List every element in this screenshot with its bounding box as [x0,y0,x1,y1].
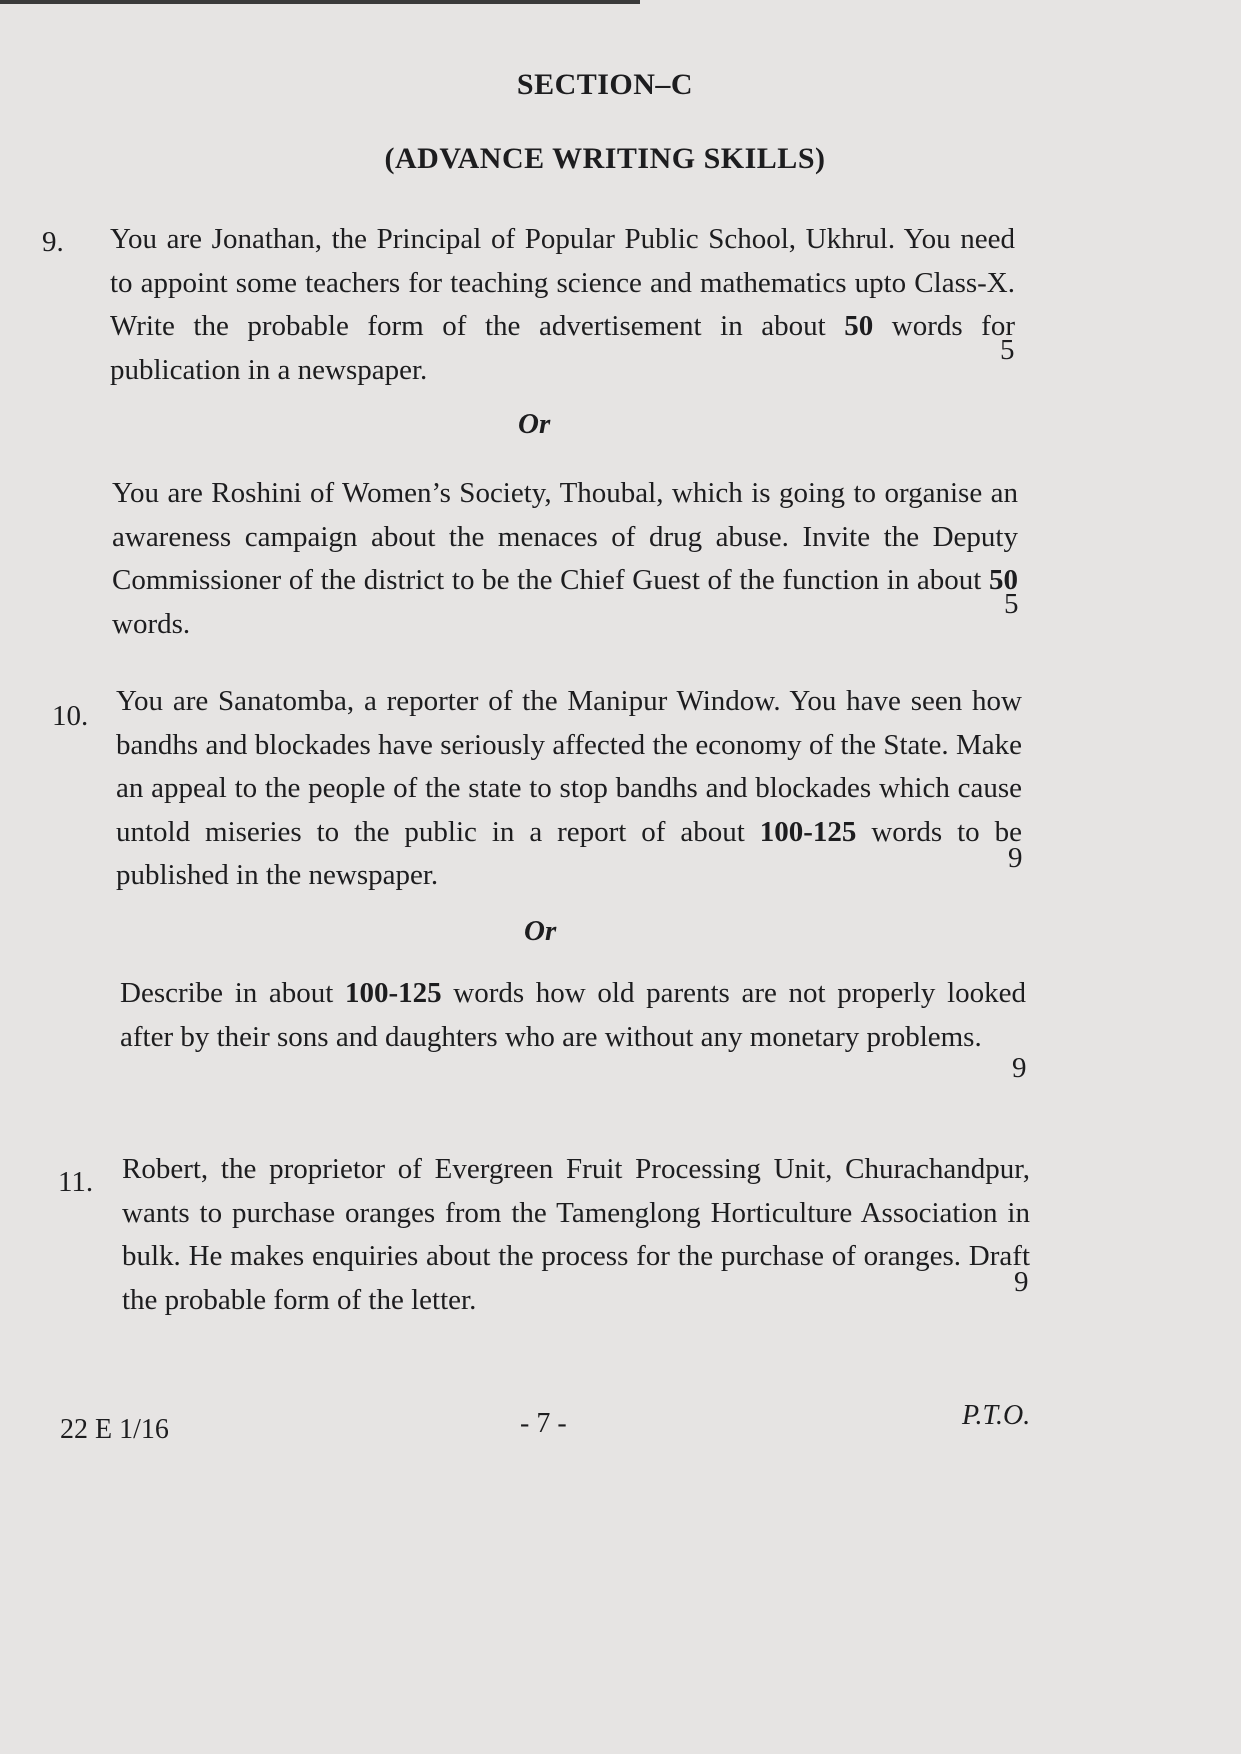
question-10-alt-marks: 9 [1012,1052,1027,1084]
question-10-or: Or [524,915,557,947]
question-9-text: You are Jonathan, the Principal of Popular Public School, Ukhrul. You need to appoint some teachers for teaching science and mathematics upto Class-X. Write the probable form of the advertisement in about 50 words for publication in a newspaper. [110,223,1016,386]
section-subtitle: (ADVANCE WRITING SKILLS) [384,142,826,175]
top-rule [0,0,640,4]
question-10-text: You are Sanatomba, a reporter of the Manipur Window. You have seen how bandhs and blockades have seriously affected the economy of the State. Make an appeal to the people of the state to stop bandhs and blockades which cause untold miseries to the public in a report of about 100-125 words to be published in the newspaper. [116,685,1022,891]
footer-code: 22 E 1/16 [60,1414,169,1445]
question-10-marks: 9 [1008,842,1023,874]
question-10-alt-text: Describe in about 100-125 words how old parents are not properly looked after by their sons and daughters who are without any monetary problems. [120,977,1027,1053]
question-9-alt-marks: 5 [1004,588,1019,620]
question-9-or: Or [518,408,551,440]
question-11-marks: 9 [1014,1266,1029,1298]
question-9-alt-text: You are Roshini of Women’s Society, Thoubal, which is going to organise an awareness campaign about the menaces of drug abuse. Invite the Deputy Commissioner of the district to be the Chief Guest of the function in about 50 words. [112,477,1018,640]
section-title: SECTION–C [516,68,694,101]
question-10-number: 10. [52,700,89,732]
question-9-marks: 5 [1000,334,1015,366]
question-11-number: 11. [58,1166,94,1198]
question-9-number: 9. [42,226,64,258]
footer-page-number: - 7 - [520,1408,567,1439]
footer-pto: P.T.O. [962,1400,1031,1431]
question-11-text: Robert, the proprietor of Evergreen Fruit Processing Unit, Churachandpur, wants to purchase oranges from the Tamenglong Horticulture Association in bulk. He makes enquiries about the process for the purchase of oranges. Draft the probable form of the letter. [122,1153,1030,1316]
